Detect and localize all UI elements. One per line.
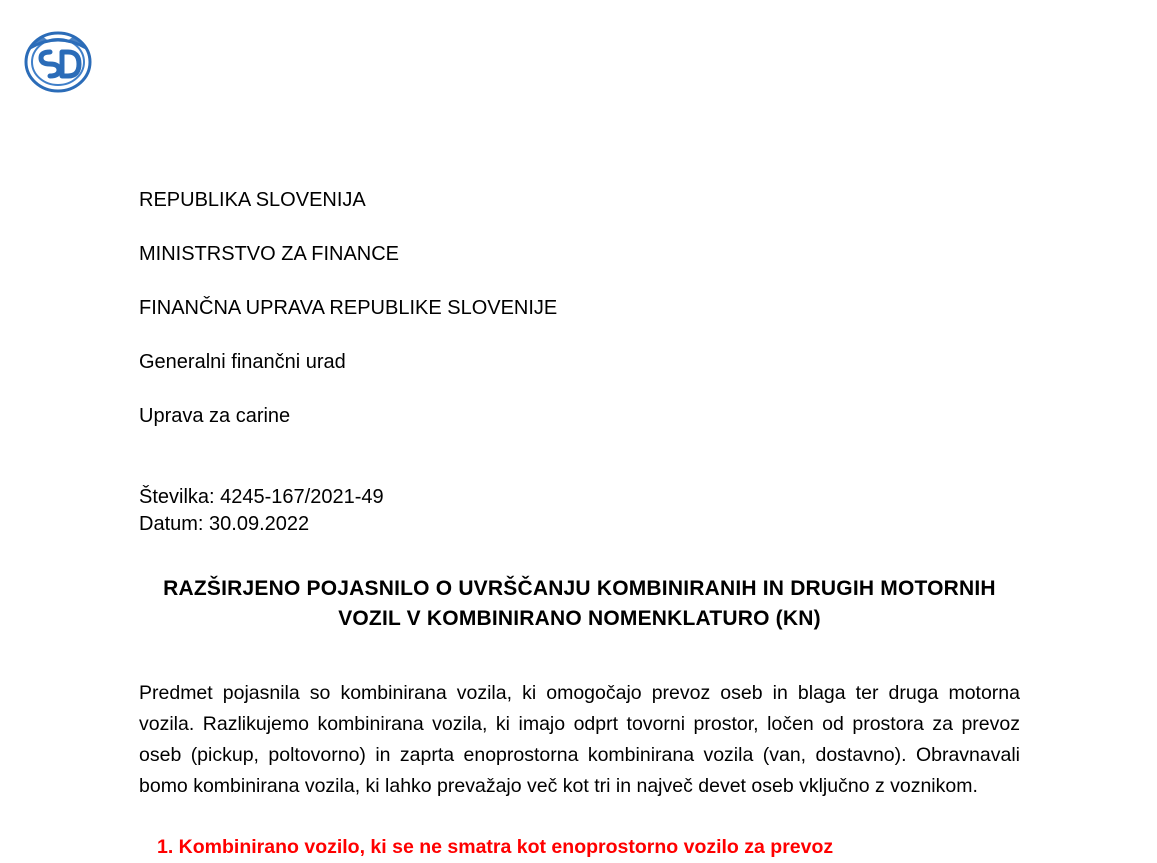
issuer-line-3: FINANČNA UPRAVA REPUBLIKE SLOVENIJE — [139, 297, 558, 319]
section-1-heading: 1. Kombinirano vozilo, ki se ne smatra kot enoprostorno vozilo za prevoz — [157, 836, 834, 858]
page-title: RAZŠIRJENO POJASNILO O UVRŠČANJU KOMBINIRANIH IN DRUGIH MOTORNIH VOZIL V KOMBINIRANO NOMENKLATURO (KN) — [163, 577, 996, 630]
intro-paragraph: Predmet pojasnila so kombinirana vozila, ki omogočajo prevoz oseb in blaga ter druga motorna vozila. Razlikujemo kombinirana vozila, ki imajo odprt tovorni prostor, ločen od prostora za prevoz oseb (pickup, poltovorno) in zaprta enoprostorna kombinirana vozila (van, dostavno). Obravnavali bomo kombinirana vozila, ki lahko prevažajo več kot tri in največ devet oseb vključno z voznikom. — [139, 682, 1020, 797]
document-meta — [139, 484, 1020, 538]
issuer-line-1: REPUBLIKA SLOVENIJA — [139, 189, 366, 211]
issuer-line-2: MINISTRSTVO ZA FINANCE — [139, 243, 400, 265]
issuer-header — [139, 160, 1020, 457]
slovenia-financial-administration-emblem-icon — [20, 26, 96, 96]
organization-logo — [20, 26, 96, 96]
document-number: Številka: 4245-167/2021-49 — [139, 486, 384, 508]
issuer-line-4: Generalni finančni urad — [139, 351, 346, 373]
document-content — [139, 160, 1020, 863]
document-date: Datum: 30.09.2022 — [139, 513, 310, 535]
issuer-line-5: Uprava za carine — [139, 405, 291, 427]
